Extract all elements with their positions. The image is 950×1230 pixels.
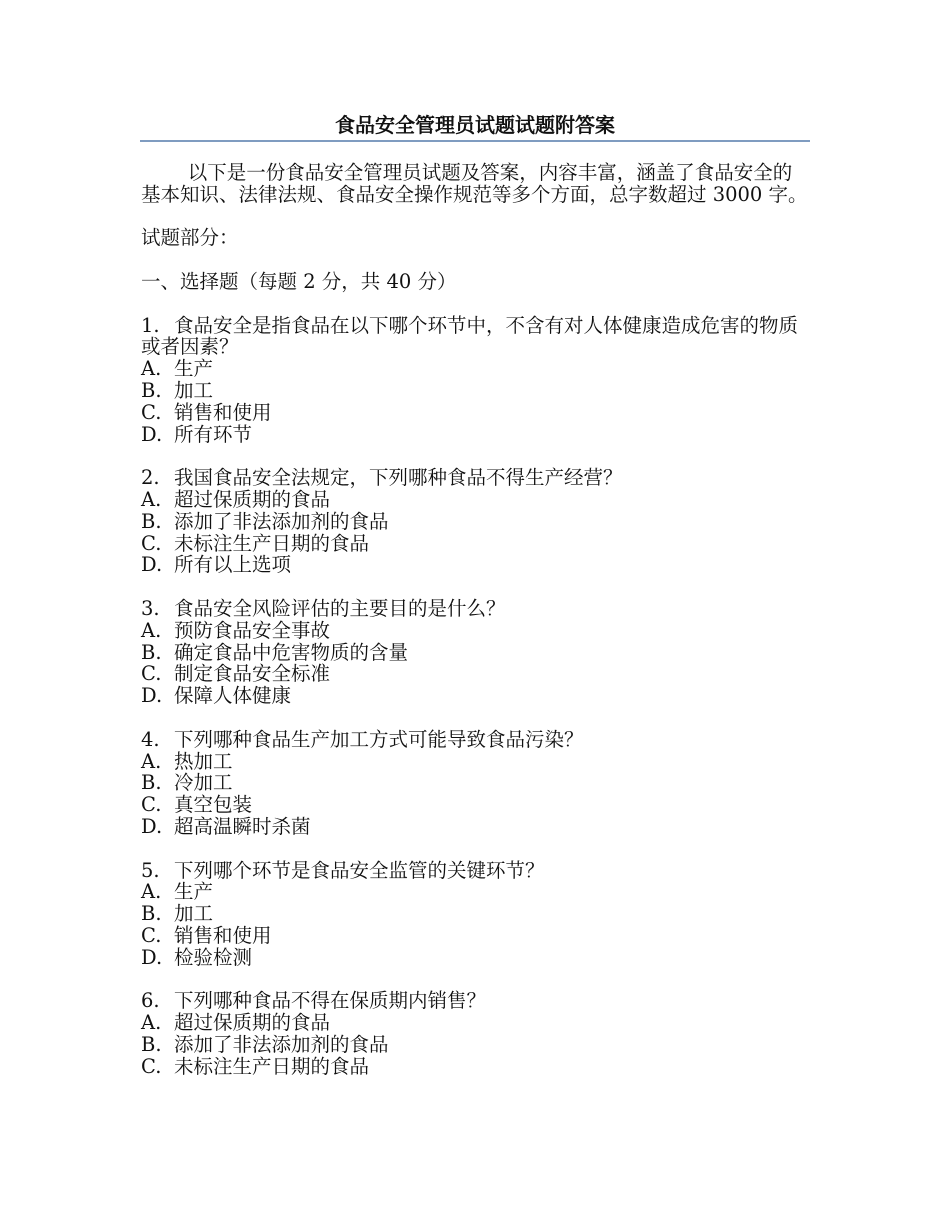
answer-option <box>141 685 809 707</box>
option-text: 检验检测 <box>174 945 253 969</box>
answer-option <box>141 642 809 664</box>
question-item <box>141 729 809 838</box>
question-number: 4. <box>141 727 160 751</box>
answer-option <box>141 424 809 446</box>
option-text: 销售和使用 <box>174 400 272 424</box>
option-label: D. <box>141 553 163 577</box>
question-stem-text: 我国食品安全法规定，下列哪种食品不得生产经营？ <box>174 466 623 490</box>
question-number: 1. <box>141 313 160 337</box>
option-label: A. <box>141 357 162 381</box>
question-stem <box>141 315 809 359</box>
question-number: 5. <box>141 858 160 882</box>
question-item <box>141 860 809 969</box>
option-text: 销售和使用 <box>174 923 272 947</box>
question-stem <box>141 729 809 751</box>
option-label: A. <box>141 487 162 511</box>
option-text: 确定食品中危害物质的含量 <box>174 640 409 664</box>
option-text: 超高温瞬时杀菌 <box>174 814 311 838</box>
option-text: 超过保质期的食品 <box>174 1011 331 1035</box>
option-text: 所有环节 <box>174 422 253 446</box>
question-stem-text: 食品安全风险评估的主要目的是什么？ <box>174 596 506 620</box>
option-text: 生产 <box>174 880 214 904</box>
option-label: D. <box>141 422 163 446</box>
option-label: B. <box>141 509 162 533</box>
option-text: 未标注生产日期的食品 <box>174 1054 370 1078</box>
option-text: 未标注生产日期的食品 <box>174 531 370 555</box>
part-heading: 一、选择题（每题 2 分，共 40 分） <box>141 269 457 293</box>
document-body <box>141 162 809 1077</box>
title-underline-rule <box>140 140 810 142</box>
paragraph-gap <box>141 206 809 228</box>
option-label: B. <box>141 378 162 402</box>
question-stem <box>141 598 809 620</box>
answer-option <box>141 816 809 838</box>
answer-option <box>141 380 809 402</box>
question-number: 3. <box>141 596 160 620</box>
answer-option <box>141 620 809 642</box>
question-number: 6. <box>141 989 160 1013</box>
option-label: C. <box>141 923 162 947</box>
answer-option <box>141 511 809 533</box>
question-stem-text: 下列哪种食品生产加工方式可能导致食品污染？ <box>174 727 584 751</box>
question-gap <box>141 968 809 990</box>
option-text: 所有以上选项 <box>174 553 292 577</box>
option-text: 热加工 <box>174 749 233 773</box>
answer-option <box>141 925 809 947</box>
option-label: C. <box>141 793 162 817</box>
option-text: 加工 <box>174 378 214 402</box>
answer-option <box>141 903 809 925</box>
option-label: A. <box>141 618 162 642</box>
question-item <box>141 990 809 1077</box>
answer-option <box>141 663 809 685</box>
option-text: 加工 <box>174 902 214 926</box>
question-gap <box>141 576 809 598</box>
option-label: B. <box>141 902 162 926</box>
option-text: 真空包装 <box>174 793 253 817</box>
answer-option <box>141 751 809 773</box>
option-text: 添加了非法添加剂的食品 <box>174 509 389 533</box>
option-text: 添加了非法添加剂的食品 <box>174 1032 389 1056</box>
paragraph-gap <box>141 249 809 271</box>
question-item <box>141 467 809 576</box>
option-text: 预防食品安全事故 <box>174 618 331 642</box>
option-label: D. <box>141 814 163 838</box>
option-label: B. <box>141 1032 162 1056</box>
option-text: 冷加工 <box>174 771 233 795</box>
option-text: 生产 <box>174 357 214 381</box>
question-stem-text: 食品安全是指食品在以下哪个环节中，不含有对人体健康造成危害的物质或者因素？ <box>141 313 799 359</box>
question-stem <box>141 467 809 489</box>
question-item <box>141 315 809 446</box>
question-stem <box>141 860 809 882</box>
option-label: D. <box>141 945 163 969</box>
option-label: A. <box>141 1011 162 1035</box>
question-item <box>141 598 809 707</box>
option-label: A. <box>141 880 162 904</box>
option-label: A. <box>141 749 162 773</box>
answer-option <box>141 794 809 816</box>
answer-option <box>141 772 809 794</box>
answer-option <box>141 554 809 576</box>
option-label: C. <box>141 662 162 686</box>
answer-option <box>141 489 809 511</box>
paragraph-gap <box>141 293 809 315</box>
answer-option <box>141 1056 809 1078</box>
option-label: C. <box>141 531 162 555</box>
answer-option <box>141 1012 809 1034</box>
answer-option <box>141 881 809 903</box>
option-label: C. <box>141 400 162 424</box>
question-list <box>141 315 809 1078</box>
option-label: B. <box>141 640 162 664</box>
section-label: 试题部分： <box>141 226 239 250</box>
question-gap <box>141 707 809 729</box>
question-stem-text: 下列哪种食品不得在保质期内销售？ <box>174 989 487 1013</box>
answer-option <box>141 533 809 555</box>
answer-option <box>141 1034 809 1056</box>
answer-option <box>141 358 809 380</box>
answer-option <box>141 402 809 424</box>
answer-option <box>141 947 809 969</box>
option-text: 保障人体健康 <box>174 684 292 708</box>
option-text: 制定食品安全标准 <box>174 662 331 686</box>
question-number: 2. <box>141 466 160 490</box>
option-label: C. <box>141 1054 162 1078</box>
question-stem-text: 下列哪个环节是食品安全监管的关键环节？ <box>174 858 545 882</box>
question-stem <box>141 990 809 1012</box>
option-text: 超过保质期的食品 <box>174 487 331 511</box>
option-label: D. <box>141 684 163 708</box>
question-gap <box>141 445 809 467</box>
option-label: B. <box>141 771 162 795</box>
intro-paragraph: 以下是一份食品安全管理员试题及答案，内容丰富，涵盖了食品安全的基本知识、法律法规、食品安全操作规范等多个方面，总字数超过 3000 字。 <box>141 161 808 206</box>
document-title: 食品安全管理员试题试题附答案 <box>335 113 615 137</box>
question-gap <box>141 838 809 860</box>
